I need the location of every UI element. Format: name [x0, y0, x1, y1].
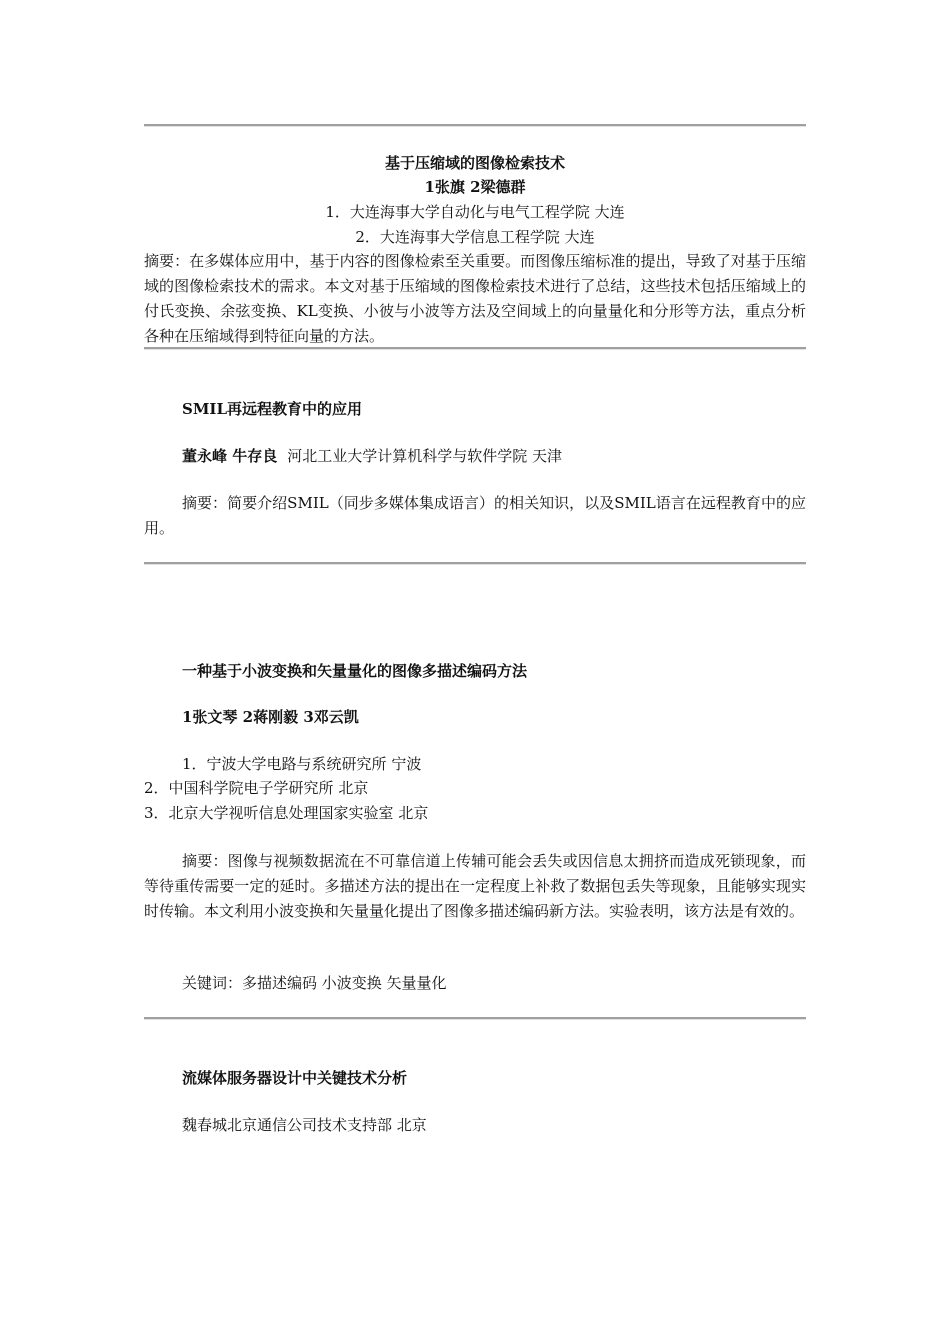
article-byline — [144, 444, 806, 468]
article-affiliation: 1．大连海事大学自动化与电气工程学院 大连 — [325, 203, 625, 221]
article-abstract: 摘要：简要介绍SMIL（同步多媒体集成语言）的相关知识，以及SMIL语言在远程教育中的应用。 — [144, 494, 806, 537]
article-authors: 董永峰 牛存良 — [182, 447, 278, 465]
separator-rule — [144, 124, 806, 127]
article-keywords: 关键词：多描述编码 小波变换 矢量量化 — [182, 974, 447, 992]
article-affiliation: 河北工业大学计算机科学与软件学院 天津 — [287, 447, 563, 465]
article-title: SMIL再远程教育中的应用 — [182, 400, 363, 418]
article-affiliation: 2．大连海事大学信息工程学院 大连 — [355, 228, 595, 246]
article-title: 一种基于小波变换和矢量量化的图像多描述编码方法 — [182, 662, 528, 680]
article-abstract: 摘要：在多媒体应用中，基于内容的图像检索至关重要。而图像压缩标准的提出，导致了对基于压缩域的图像检索技术的需求。本文对基于压缩域的图像检索技术进行了总结，这些技术包括压缩域上的付氏变换、余弦变换、KL变换、小彼与小波等方法及空间域上的向量量化和分形等方法，重点分析各种在压缩域得到特征向量的方法。 — [144, 252, 806, 345]
separator-rule — [144, 562, 806, 565]
article-title: 基于压缩域的图像检索技术 — [384, 154, 565, 172]
article-affiliation: 2．中国科学院电子学研究所 北京 — [144, 779, 369, 797]
article-affiliation: 3．北京大学视听信息处理国家实验室 北京 — [144, 804, 429, 822]
article-affiliation: 1．宁波大学电路与系统研究所 宁波 — [182, 755, 422, 773]
separator-rule — [144, 1017, 806, 1020]
separator-rule — [144, 347, 806, 350]
article-authors: 1张旗 2梁德群 — [424, 178, 526, 196]
article-authors: 魏春城北京通信公司技术支持部 北京 — [182, 1116, 427, 1134]
article-abstract: 摘要：图像与视频数据流在不可靠信道上传辅可能会丢失或因信息太拥挤而造成死锁现象，而等待重传需要一定的延时。多描述方法的提出在一定程度上补救了数据包丢失等现象，且能够实现实时传输。本文利用小波变换和矢量量化提出了图像多描述编码新方法。实验表明，该方法是有效的。 — [144, 852, 806, 920]
article-authors: 1张文琴 2蒋刚毅 3邓云凯 — [182, 708, 359, 726]
article-title: 流媒体服务器设计中关键技术分析 — [182, 1069, 408, 1087]
